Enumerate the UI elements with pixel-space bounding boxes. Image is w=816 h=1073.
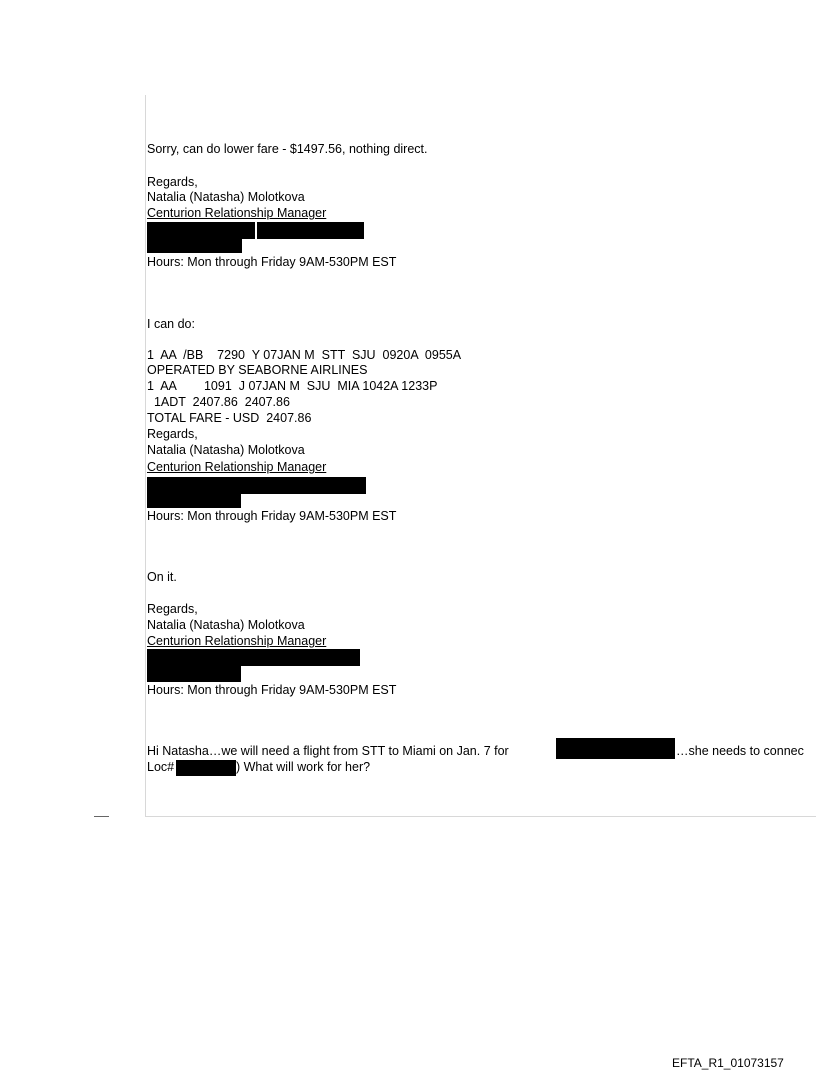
- redaction-block: [147, 666, 241, 682]
- message-4-line-1-start: Hi Natasha…we will need a flight from STT to Miami on Jan. 7 for: [147, 744, 509, 758]
- redaction-block: [147, 238, 242, 253]
- message-2-regards: Regards,: [147, 427, 198, 441]
- message-1-signature-title: Centurion Relationship Manager: [147, 206, 327, 220]
- redaction-block: [556, 738, 675, 759]
- itinerary-line: OPERATED BY SEABORNE AIRLINES: [147, 363, 368, 377]
- message-3-signature-title: Centurion Relationship Manager: [147, 634, 327, 648]
- document-id: EFTA_R1_01073157: [672, 1056, 784, 1070]
- message-2-signature-name: Natalia (Natasha) Molotkova: [147, 443, 305, 457]
- redaction-block: [147, 492, 241, 508]
- message-3-text: On it.: [147, 570, 177, 584]
- message-4-line-2-start: Loc#: [147, 760, 175, 774]
- itinerary-line: 1 AA /BB 7290 Y 07JAN M STT SJU 0920A 0955A: [147, 348, 462, 362]
- message-1-signature-name: Natalia (Natasha) Molotkova: [147, 190, 305, 204]
- message-3-regards: Regards,: [147, 602, 198, 616]
- itinerary-line: TOTAL FARE - USD 2407.86: [147, 411, 312, 425]
- itinerary-line: 1 AA 1091 J 07JAN M SJU MIA 1042A 1233P: [147, 379, 438, 393]
- message-2-signature-title: Centurion Relationship Manager: [147, 460, 327, 474]
- redaction-block: [257, 222, 364, 239]
- message-1-regards: Regards,: [147, 175, 198, 189]
- redaction-block: [147, 649, 360, 666]
- message-2-text: I can do:: [147, 317, 195, 331]
- redaction-block: [176, 760, 236, 776]
- message-1-text: Sorry, can do lower fare - $1497.56, nothing direct.: [147, 142, 428, 156]
- redaction-block: [147, 222, 255, 239]
- message-3-signature-name: Natalia (Natasha) Molotkova: [147, 618, 305, 632]
- message-4-line-1-end: …she needs to connec: [676, 744, 804, 758]
- message-1-hours: Hours: Mon through Friday 9AM-530PM EST: [147, 255, 397, 269]
- message-4-line-2-end: ) What will work for her?: [236, 760, 371, 774]
- message-2-hours: Hours: Mon through Friday 9AM-530PM EST: [147, 509, 397, 523]
- itinerary-line: 1ADT 2407.86 2407.86: [147, 395, 290, 409]
- message-3-hours: Hours: Mon through Friday 9AM-530PM EST: [147, 683, 397, 697]
- page-mark: [94, 816, 109, 817]
